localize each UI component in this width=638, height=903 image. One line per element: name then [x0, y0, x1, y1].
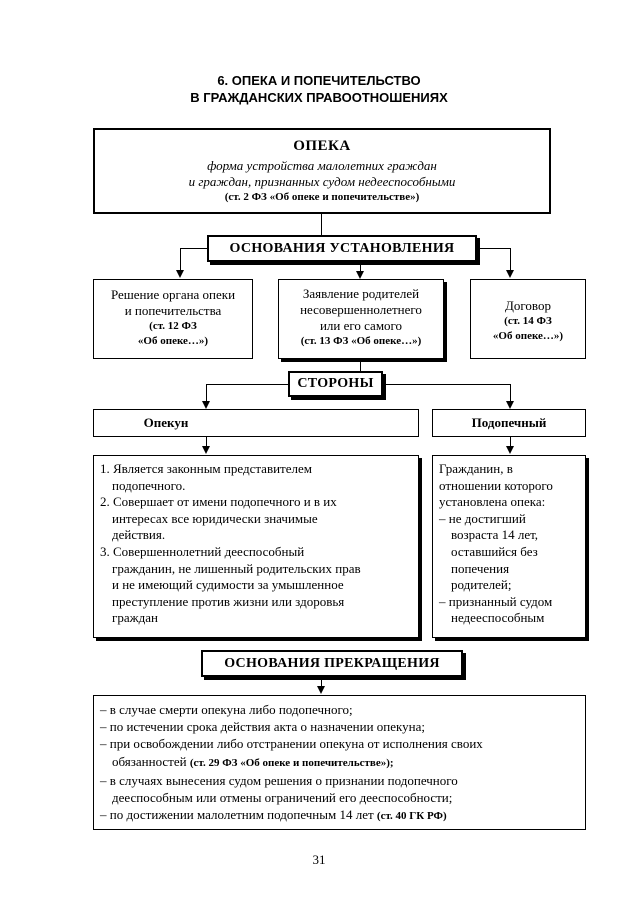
- ward-desc-line: установлена опека:: [439, 494, 546, 510]
- terminate-line: дееспособным или отмены ограничений его дееспособности;: [112, 790, 453, 806]
- ward-desc-line: оставшийся без: [451, 543, 538, 559]
- guardian-desc-line: интересах все юридически значимые: [112, 510, 318, 526]
- guardian-desc-line: гражданин, не лишенный родительских прав: [112, 560, 361, 576]
- ground-reference: «Об опеке…»): [137, 335, 209, 347]
- page-title-line-2: В ГРАЖДАНСКИХ ПРАВООТНОШЕНИЯХ: [190, 90, 448, 105]
- grounds-terminate-header: [201, 650, 463, 677]
- ground-reference: «Об опеке…»): [492, 330, 564, 342]
- opeka-reference: (ст. 2 ФЗ «Об опеке и попечительстве»): [224, 191, 420, 203]
- connector-line: [180, 248, 181, 270]
- page-number: 31: [312, 852, 326, 867]
- terminate-line: – в случаях вынесения судом решения о признании подопечного: [100, 772, 458, 788]
- arrow-down-icon: [356, 271, 364, 279]
- connector-line: [321, 214, 322, 236]
- terminate-line: – в случае смерти опекуна либо подопечного;: [100, 702, 353, 717]
- ward-description-box: [432, 455, 586, 638]
- arrow-down-icon: [202, 446, 210, 454]
- ward-desc-line: попечения: [451, 560, 510, 576]
- grounds-terminate-box: [93, 695, 586, 830]
- guardian-desc-line: действия.: [112, 527, 166, 543]
- terminate-line: [100, 753, 579, 772]
- ground-reference: (ст. 13 ФЗ «Об опеке…»): [300, 335, 422, 347]
- ward-desc-line: – признанный судом: [439, 593, 553, 609]
- grounds-establish-label: ОСНОВАНИЯ УСТАНОВЛЕНИЯ: [229, 241, 455, 256]
- ground-line: и попечительства: [124, 303, 222, 318]
- opeka-definition-box: [93, 128, 551, 214]
- opeka-definition-line-1: форма устройства малолетних граждан: [207, 158, 437, 173]
- guardian-desc-line: 1. Является законным представителем: [100, 461, 312, 476]
- connector-line: [510, 437, 511, 446]
- connector-line: [206, 384, 288, 385]
- arrow-down-icon: [506, 401, 514, 409]
- connector-line: [180, 248, 208, 249]
- connector-line: [383, 384, 511, 385]
- ground-line: несовершеннолетнего: [300, 302, 422, 317]
- guardian-box: [93, 409, 419, 437]
- ward-desc-line: возраста 14 лет,: [451, 527, 539, 543]
- guardian-description-box: [93, 455, 419, 638]
- page-title: [0, 72, 638, 106]
- guardian-label: Опекун: [143, 415, 189, 430]
- opeka-definition-line-2: и граждан, признанных судом недееспособными: [188, 174, 456, 189]
- page-title-line-1: 6. ОПЕКА И ПОПЕЧИТЕЛЬСТВО: [217, 73, 421, 88]
- ground-line: Заявление родителей: [302, 286, 420, 301]
- arrow-down-icon: [506, 270, 514, 278]
- ward-desc-line: Гражданин, в: [439, 461, 513, 476]
- ground-parents-statement-box: [278, 279, 444, 359]
- ground-line: Договор: [505, 298, 551, 313]
- guardian-desc-line: граждан: [112, 610, 158, 626]
- terminate-line: – по истечении срока действия акта о назначении опекуна;: [100, 719, 425, 735]
- terminate-reference: (ст. 40 ГК РФ): [376, 810, 447, 823]
- ward-label: Подопечный: [471, 415, 547, 430]
- ward-box: [432, 409, 586, 437]
- terminate-text: – по достижении малолетним подопечным 14 лет: [100, 807, 374, 823]
- connector-line: [510, 384, 511, 402]
- arrow-down-icon: [506, 446, 514, 454]
- ground-reference: (ст. 14 ФЗ: [504, 315, 552, 327]
- ward-desc-line: отношении которого: [439, 477, 553, 493]
- connector-line: [477, 248, 510, 249]
- ground-line: или его самого: [319, 318, 403, 333]
- guardian-desc-line: 2. Совершает от имени подопечного и в их: [100, 494, 337, 510]
- arrow-down-icon: [176, 270, 184, 278]
- connector-line: [510, 248, 511, 270]
- ground-line: Решение органа опеки: [110, 287, 236, 302]
- arrow-down-icon: [317, 686, 325, 694]
- connector-line: [360, 362, 361, 371]
- terminate-line: [100, 806, 579, 825]
- parties-label: СТОРОНЫ: [297, 376, 374, 391]
- terminate-line: – при освобождении либо отстранении опекуна от исполнения своих: [100, 736, 483, 752]
- parties-header: [288, 371, 383, 397]
- ground-reference: (ст. 12 ФЗ: [149, 320, 197, 332]
- terminate-text: обязанностей: [112, 753, 187, 769]
- grounds-terminate-label: ОСНОВАНИЯ ПРЕКРАЩЕНИЯ: [224, 656, 440, 671]
- ground-contract-box: [470, 279, 586, 359]
- guardian-desc-line: подопечного.: [112, 477, 186, 493]
- connector-line: [360, 262, 361, 271]
- arrow-down-icon: [202, 401, 210, 409]
- opeka-heading: ОПЕКА: [293, 138, 351, 154]
- guardian-desc-line: и не имеющий судимости за умышленное: [112, 577, 344, 593]
- ground-guardianship-authority-box: [93, 279, 253, 359]
- guardian-desc-line: преступление против жизни или здоровья: [112, 593, 345, 609]
- connector-line: [206, 384, 207, 402]
- ward-desc-line: – не достигший: [439, 510, 526, 526]
- ward-desc-line: родителей;: [451, 577, 512, 593]
- guardian-desc-line: 3. Совершеннолетний дееспособный: [100, 543, 305, 559]
- terminate-reference: (ст. 29 ФЗ «Об опеке и попечительстве»);: [189, 756, 394, 769]
- connector-line: [206, 437, 207, 446]
- grounds-establish-header: [207, 235, 477, 262]
- ward-desc-line: недееспособным: [451, 610, 545, 626]
